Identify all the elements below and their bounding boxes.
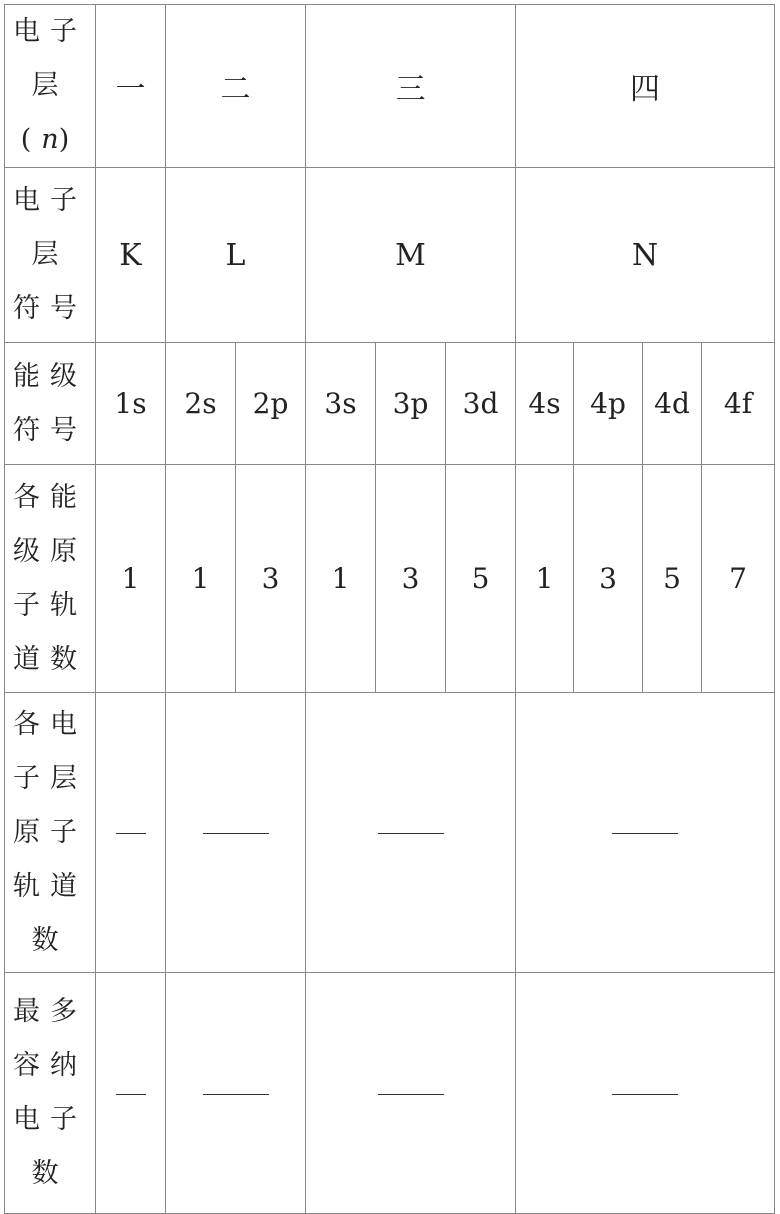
shell-symbol-k: K <box>96 168 166 343</box>
sublevel-3s: 3s <box>306 343 376 465</box>
row-shell-symbol <box>5 168 775 343</box>
answer-blank <box>203 833 269 834</box>
orbital-count-2s: 1 <box>166 465 236 693</box>
row-shell <box>5 5 775 168</box>
row-header-sublevel-symbol: 能级 符号 <box>5 343 96 465</box>
shell-symbol-m: M <box>306 168 516 343</box>
row-sublevel-symbol <box>5 343 775 465</box>
shell-2: 二 <box>166 5 306 168</box>
max-electrons-shell-3-cell <box>306 973 516 1214</box>
row-header-orbitals-per-shell: 各电 子层 原子 轨道 数 <box>5 693 96 973</box>
orbital-count-4s: 1 <box>516 465 574 693</box>
max-electrons-shell-1-cell <box>96 973 166 1214</box>
orbitals-shell-4-cell <box>516 693 775 973</box>
shell-3: 三 <box>306 5 516 168</box>
sublevel-3p: 3p <box>376 343 446 465</box>
row-orbitals-per-shell <box>5 693 775 973</box>
orbital-count-2p: 3 <box>236 465 306 693</box>
orbital-count-4p: 3 <box>574 465 643 693</box>
answer-blank <box>116 833 146 834</box>
max-electrons-shell-4-cell <box>516 973 775 1214</box>
shell-symbol-l: L <box>166 168 306 343</box>
sublevel-2s: 2s <box>166 343 236 465</box>
orbitals-shell-1-cell <box>96 693 166 973</box>
answer-blank <box>378 1094 444 1095</box>
orbital-count-4d: 5 <box>643 465 702 693</box>
sublevel-4d: 4d <box>643 343 702 465</box>
row-header-max-electrons: 最多 容纳 电子 数 <box>5 973 96 1214</box>
orbital-count-3s: 1 <box>306 465 376 693</box>
max-electrons-shell-2-cell <box>166 973 306 1214</box>
answer-blank <box>612 1094 678 1095</box>
sublevel-4f: 4f <box>702 343 775 465</box>
sublevel-1s: 1s <box>96 343 166 465</box>
answer-blank <box>116 1094 146 1095</box>
sublevel-3d: 3d <box>446 343 516 465</box>
answer-blank <box>203 1094 269 1095</box>
orbital-count-3d: 5 <box>446 465 516 693</box>
shell-1: 一 <box>96 5 166 168</box>
row-header-orbitals-per-sublevel: 各能 级原 子轨 道数 <box>5 465 96 693</box>
orbitals-shell-2-cell <box>166 693 306 973</box>
sublevel-4p: 4p <box>574 343 643 465</box>
row-header-shell: 电子 层(n) <box>5 5 96 168</box>
orbital-table <box>4 4 775 1214</box>
variable-n: n <box>41 124 59 155</box>
row-header-shell-symbol: 电子 层 符号 <box>5 168 96 343</box>
row-orbitals-per-sublevel <box>5 465 775 693</box>
shell-4: 四 <box>516 5 775 168</box>
orbital-count-4f: 7 <box>702 465 775 693</box>
answer-blank <box>378 833 444 834</box>
shell-symbol-n: N <box>516 168 775 343</box>
row-max-electrons <box>5 973 775 1214</box>
orbitals-shell-3-cell <box>306 693 516 973</box>
sublevel-4s: 4s <box>516 343 574 465</box>
answer-blank <box>612 833 678 834</box>
orbital-count-1s: 1 <box>96 465 166 693</box>
orbital-count-3p: 3 <box>376 465 446 693</box>
sublevel-2p: 2p <box>236 343 306 465</box>
